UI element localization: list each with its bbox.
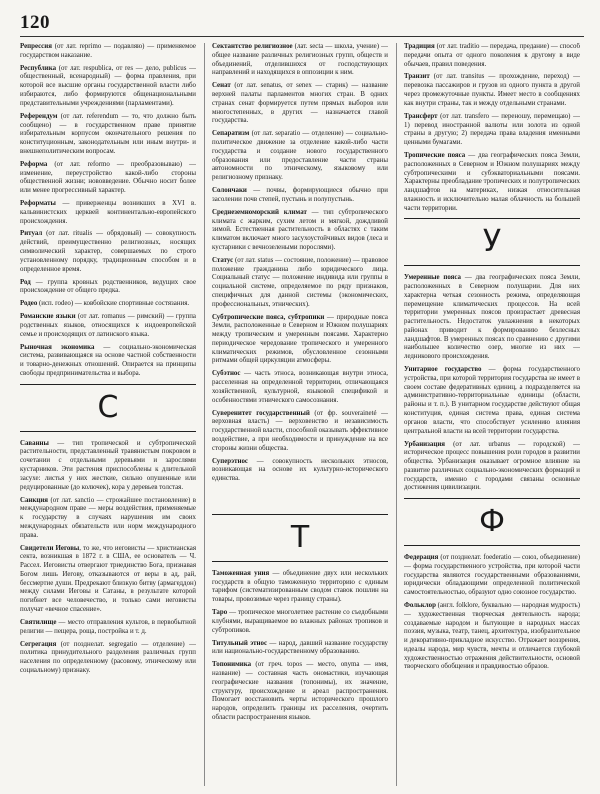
glossary-definition: — два географических пояса Земли, расположенных в Северном полушарии. Для них характерна четкая сезонность режима, определяющая перемещение климатических процессов. На всей территории умеренных поясов произрастает древесная растительность. Недостаток увлажнения в некоторых районах приводит к формированию безлесных ландшафтов. В умеренных поясах по сравнению с другими наибольшее количество озер, многие из них — ледникового происхождения. xyxy=(404,274,580,361)
glossary-entry xyxy=(212,130,388,183)
section-letter: Т xyxy=(290,519,310,555)
glossary-term: Традиция xyxy=(404,43,435,50)
glossary-term: Реформаты xyxy=(20,200,56,207)
glossary-definition: — тип субтропического климата с жарким, сухим летом и мягкой, дождливой зимой. Естественная растительность в областях с таким климатом включает много засухоустойчивых видов (леса и кустарники с вечнозелеными порослями). xyxy=(212,208,388,251)
glossary-definition: (от греч. topos — место, onyma — имя, название) — составная часть ономастики, изучающая географические названия (топонимы), их значение, структуру, происхождение и ареал распространения. Помогает восстановить черты исторического прошлого народов, определить границы их расселения, очертить области распространения языков. xyxy=(212,661,388,721)
glossary-definition: — группа кровных родственников, ведущих свое происхождение от общего предка. xyxy=(20,278,196,295)
glossary-term: Суверенитет государственный xyxy=(212,409,310,417)
glossary-entry xyxy=(20,497,196,541)
glossary-definition: — тропическое многолетнее растение со съедобными клубнями, выращиваемое во влажных районах тропиков и субтропиков. xyxy=(212,609,388,634)
glossary-definition: (лат. secta — школа, учение) — общее название различных религиозных групп, обществ и объединений, отделившихся от господствующих направлений и находящихся в оппозиции к ним. xyxy=(212,43,388,77)
glossary-definition: (англ. folklore, буквально — народная мудрость) — художественная творческая деятельность народа; создаваемые народом и бытующие в народных массах поэзия, музыка, театр, танец, архитектура, изобразительное и декоративно-прикладное искусство. Отражает воззрения, идеалы народа, мир чувств, мечты и отличается глубокой художественностью отражения действительности, основой творческого обобщения и правдивостью образов. xyxy=(404,602,580,671)
glossary-entry xyxy=(20,65,196,109)
glossary-term: Тропические пояса xyxy=(404,151,466,159)
glossary-term: Урбанизация xyxy=(404,440,446,448)
glossary-entry xyxy=(404,441,580,494)
section-letter-heading xyxy=(212,514,388,562)
glossary-definition: — социально-экономическая система, развивающаяся на основе частной собственности и товарно-денежных отношений. Опирается на принципы свободы предпринимательства и выбора. xyxy=(20,343,196,377)
glossary-definition: (от лат. romanus — римский) — группа родственных языков, относящихся к индоевропейской семье и происходящих от латинского языка. xyxy=(20,313,196,338)
glossary-term: Ритуал xyxy=(20,230,43,238)
page-number: 120 xyxy=(20,12,50,33)
glossary-definition: — народ, давший название государству или национально-государственному образованию. xyxy=(212,639,388,656)
glossary-term: Трансферт xyxy=(404,112,438,120)
glossary-entry xyxy=(404,73,580,108)
glossary-definition: — место отправления культов, в первобытной религии — пещера, роща, постройка и т. д. xyxy=(20,618,196,635)
glossary-entry xyxy=(20,641,196,676)
section-letter: У xyxy=(482,224,502,260)
glossary-term: Свидетели Иеговы xyxy=(20,544,80,552)
glossary-definition: (от лат. sanctio — строжайшее постановление) в международном праве — меры воздействия, применяемые к государству в случаях нарушения им своих международных обязательств или норм международного права. xyxy=(20,496,196,539)
glossary-definition: (от лат. traditio — передача, предание) — способ передачи опыта от одного поколения к другому в виде обычаев, правил поведения. xyxy=(404,43,580,68)
glossary-entry xyxy=(404,43,580,69)
glossary-term: Фольклор xyxy=(404,602,436,610)
glossary-term: Сектантство религиозное xyxy=(212,43,293,50)
glossary-entry xyxy=(212,209,388,253)
glossary-definition: , то же, что иеговисты — христианская секта, возникшая в 1872 г. в США, ее основатель — Ч. Рассел. Иеговисты отвергают триединство Бога, признавая Богом лишь Иегову, отказываются от веры в ад, рай, бессмертие души. Предрекают близкую битву (армагеддон) между силами Иеговы и Сатаны, в результате которой погибнет все человечество, и только сами иеговисты получат «вечное спасение». xyxy=(20,544,196,613)
glossary-term: Республика xyxy=(20,64,57,72)
glossary-entry xyxy=(404,113,580,148)
glossary-term: Суперэтнос xyxy=(212,457,248,465)
glossary-entry xyxy=(212,257,388,310)
glossary-term: Таро xyxy=(212,609,228,617)
glossary-definition: — часть этноса, возникающая внутри этноса, расселенная на определенной территории, отличающаяся хозяйственной, культурной, языковой спецификой и особенностями этнического самосознания. xyxy=(212,370,388,404)
glossary-term: Транзит xyxy=(404,73,430,81)
column-2 xyxy=(212,43,388,788)
glossary-definition: (от позднелат. segregatio — отделение) — политика принудительного разделения различных групп населения по определенному (расовому, этническому или социальному) признаку. xyxy=(20,640,196,674)
glossary-definition: (от лат. ritualis — обрядовый) — совокупность действий, преимущественно религиозных, носящих символический характер, совершаемых по строго установленному порядку, традиционным способом и в определенное время. xyxy=(20,230,196,273)
glossary-entry xyxy=(20,230,196,274)
glossary-definition: (от лат. senatus, от senex — старик) — название верхней палаты парламентов многих стран. В одних странах сенат формируется путем прямых выборов или многостепенных, в других — назначается главой государства. xyxy=(212,82,388,125)
glossary-definition: — почвы, формирующиеся обычно при засолении почв степей, пустынь и полупустынь. xyxy=(212,187,388,203)
glossary-entry xyxy=(20,545,196,615)
glossary-term: Родео xyxy=(20,300,38,308)
glossary-term: Умеренные пояса xyxy=(404,274,461,282)
glossary-definition: (от лат. respublica, от res — дело, publicus — общественный, всенародный) — форма правления, при которой все высшие органы государственной власти либо избираются, либо формируются общенациональными представительными учреждениями (парламентами). xyxy=(20,64,196,107)
glossary-definition: (от лат. urbanus — городской) — историческое процесс повышения роли городов в развитии общества. Урбанизация оказывает огромное влияние на развитие различных социально-экономических формаций и государств, именно с городами связаны основные достижения цивилизации. xyxy=(404,440,580,492)
glossary-definition: — форма государственного устройства, при которой территория государства не имеет в своем составе федеративных единиц, а подразделяется на административно-территориальные единицы (области, районы и т. п.). В унитарном государстве действуют общая конституция, единая система права, единая система органов власти, что способствует усилению влияния центральной власти на всей территории государства. xyxy=(404,366,580,435)
glossary-definition: — объединение двух или нескольких государств в общую таможенную территорию с единым тарифом (систематизированным сводом ставок пошлин на товары, провозимые через границу страны). xyxy=(212,569,388,604)
glossary-term: Таможенная уния xyxy=(212,569,270,577)
glossary-entry xyxy=(212,82,388,126)
glossary-entry xyxy=(20,313,196,339)
glossary-term: Сенат xyxy=(212,82,231,90)
glossary-entry xyxy=(20,300,196,309)
glossary-entry xyxy=(212,187,388,205)
glossary-definition: — совокупность нескольких этносов, возникающая на основе их культурно-исторического единства. xyxy=(212,457,388,483)
glossary-definition: (исп. rodeo) — ковбойские спортивные состязания. xyxy=(37,300,190,308)
glossary-definition: — тип тропической и субтропической растительности, представленный травянистым покровом в сочетании с отдельными деревьями и зарослями кустарников. Эти растения приспособлены к длительной засухе: листья у них жесткие, сильно опушенные или редуцированные (до колючек), кора у деревьев толстая. xyxy=(20,439,196,491)
glossary-term: Святилище xyxy=(20,618,57,626)
section-letter-heading xyxy=(20,384,196,432)
glossary-term: Саванны xyxy=(20,439,49,447)
glossary-entry xyxy=(404,554,580,598)
glossary-entry xyxy=(20,200,196,226)
section-letter-heading xyxy=(404,218,580,266)
glossary-term: Унитарное государство xyxy=(404,366,482,374)
glossary-definition: — природные пояса Земли, расположенные в Северном и Южном полушариях между тропическим и умеренным поясами. Характерно периодическое чередование тропического и умеренного климатических режимов, обусловленное сезонными ритмами общей циркуляции атмосферы. xyxy=(212,313,388,365)
glossary-term: Субэтнос xyxy=(212,370,241,378)
section-letter: Ф xyxy=(479,504,505,540)
glossary-entry xyxy=(20,43,196,61)
glossary-entry xyxy=(404,366,580,436)
glossary-entry xyxy=(212,640,388,658)
column-1 xyxy=(20,43,196,788)
glossary-term: Федерация xyxy=(404,554,439,562)
glossary-term: Репрессия xyxy=(20,43,52,50)
glossary-entry xyxy=(212,43,388,78)
section-letter: С xyxy=(97,389,119,425)
glossary-term: Среднеземноморский климат xyxy=(212,208,307,216)
glossary-entry xyxy=(404,152,580,213)
glossary-definition: — приверженцы возникших в XVI в. кальвинистских церквей континентально-европейского происхождения. xyxy=(20,200,196,225)
glossary-definition: (от лат. separatio — отделение) — социально-политическое движение за отделение какой-либо части государства и создание нового государственного образования или предоставление части страны автономности по этническому, языковому или религиозному признаку. xyxy=(212,130,388,182)
glossary-definition: (от лат. transfero — переношу, перемещаю) — 1) перевод иностранной валюты или золота из одной страны в другую; 2) передача права владения именными ценными бумагами. xyxy=(404,112,580,147)
glossary-definition: (от лат. status — состояние, положение) — правовое положение гражданина либо юридического лица. Социальный статус — положение индивида или группы в социальной системе, определяемое по ряду признаков, специфичных для данной системы (экономических, профессиональных, этнических). xyxy=(212,256,388,308)
glossary-entry xyxy=(212,570,388,605)
glossary-entry xyxy=(212,410,388,454)
glossary-entry xyxy=(20,344,196,379)
glossary-term: Реформа xyxy=(20,160,48,168)
glossary-term: Романские языки xyxy=(20,313,76,321)
glossary-term: Титульный этнос xyxy=(212,639,268,647)
glossary-definition: (от лат. transitus — прохождение, переход) — перевозка пассажиров и грузов из одного пункта в другой через промежуточные пункты. Имеет место в сообщениях как внутри страны, так и между отдельными странами. xyxy=(404,73,580,107)
glossary-term: Солончаки xyxy=(212,187,247,195)
glossary-term: Род xyxy=(20,278,31,286)
glossary-entry xyxy=(404,274,580,362)
glossary-definition: (от позднелат. foederatio — союз, объединение) — форма государственного устройства, при которой части государства являются государственными образованиями, юридически обладающими определенной политической самостоятельностью, образуют одно союзное государство. xyxy=(404,554,580,597)
glossary-term: Субтропические пояса, субтропики xyxy=(212,313,325,321)
glossary-entry xyxy=(20,113,196,157)
glossary-definition: (от лат. reprimo — подавляю) — применяемое государством наказание. xyxy=(20,43,196,59)
glossary-entry xyxy=(20,440,196,493)
glossary-term: Сепаратизм xyxy=(212,130,250,138)
glossary-entry xyxy=(212,370,388,405)
glossary-term: Референдум xyxy=(20,112,58,120)
glossary-entry xyxy=(212,314,388,367)
glossary-entry xyxy=(404,602,580,672)
header-rule xyxy=(20,36,584,37)
glossary-definition: (от фр. souveraineté — верховная власть) — верховенство и независимость государственной власти, способной оказывать эффективное воздействие, а при необходимости и принуждение на все стороны жизни общества. xyxy=(212,409,388,452)
glossary-entry xyxy=(212,661,388,722)
glossary-term: Статус xyxy=(212,256,234,264)
glossary-entry xyxy=(212,609,388,635)
glossary-term: Топонимика xyxy=(212,661,252,669)
glossary-definition: — два географических пояса Земли, расположенных в Северном и Южном полушариях между субтропическими и субэкваториальными поясами. Характерны преобладание тропических и полутропических ландшафтов на материках, низкая относительная влажность и исключительно малая облачность на большей части территории. xyxy=(404,151,580,212)
section-letter-heading xyxy=(404,498,580,546)
glossary-entry xyxy=(20,279,196,297)
glossary-entry xyxy=(20,161,196,196)
glossary-term: Санкция xyxy=(20,496,49,504)
glossary-term: Рыночная экономика xyxy=(20,343,95,351)
glossary-entry xyxy=(20,619,196,637)
column-3 xyxy=(404,43,580,788)
glossary-entry xyxy=(212,458,388,484)
glossary-term: Сегрегация xyxy=(20,640,57,648)
glossary-definition: (от лат. reformo — преобразовываю) — изменение, переустройство какой-либо стороны общественной жизни; нововведение. Обычно носит более или менее прогрессивный характер. xyxy=(20,160,196,195)
glossary-definition: (от лат. referendum — то, что должно быть сообщено) — в государственном праве принятие избирательным корпусом окончательного решения по конституционным, законодательным или иным внутри- и внешнеполитическим вопросам. xyxy=(20,112,196,155)
column-divider xyxy=(204,43,205,786)
column-divider xyxy=(396,43,397,786)
